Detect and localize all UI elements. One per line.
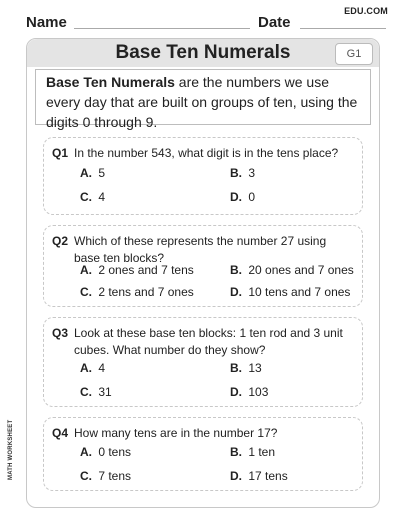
answer-option-a[interactable]: [80, 263, 194, 277]
option-letter: C.: [80, 469, 92, 483]
brand-logo: EDU.COM: [344, 6, 388, 16]
option-text: 4: [98, 361, 106, 375]
option-text: 0: [248, 190, 256, 204]
name-field[interactable]: [74, 28, 250, 29]
answer-option-d[interactable]: [230, 190, 255, 204]
option-letter: D.: [230, 190, 242, 204]
side-label: MATH WORKSHEET: [8, 419, 14, 480]
date-field[interactable]: [300, 28, 386, 29]
answer-option-d[interactable]: [230, 469, 288, 483]
answer-option-d[interactable]: [230, 385, 268, 399]
option-text: 3: [248, 166, 256, 180]
option-letter: C.: [80, 385, 92, 399]
option-text: 1 ten: [248, 445, 276, 459]
option-letter: C.: [80, 285, 92, 299]
answer-option-c[interactable]: [80, 285, 194, 299]
question-number: Q4: [52, 426, 69, 440]
option-text: 103: [248, 385, 269, 399]
option-text: 2 ones and 7 tens: [98, 263, 194, 277]
answer-option-c[interactable]: [80, 469, 131, 483]
option-letter: B.: [230, 263, 242, 277]
option-letter: A.: [80, 445, 92, 459]
answer-option-a[interactable]: [80, 361, 105, 375]
option-text: 31: [98, 385, 112, 399]
option-text: 20 ones and 7 ones: [248, 263, 354, 277]
intro-box: [35, 69, 371, 130]
option-text: 0 tens: [98, 445, 132, 459]
option-letter: A.: [80, 361, 92, 375]
question-text: Which of these represents the number 27 using base ten blocks?: [74, 234, 327, 265]
option-letter: B.: [230, 445, 242, 459]
option-text: 4: [98, 190, 106, 204]
answer-option-a[interactable]: [80, 445, 131, 459]
option-text: 7 tens: [98, 469, 132, 483]
option-text: 5: [98, 166, 106, 180]
date-label: Date: [258, 14, 291, 31]
option-text: 10 tens and 7 ones: [248, 285, 351, 299]
option-letter: D.: [230, 385, 242, 399]
answer-option-c[interactable]: [80, 385, 112, 399]
question-text: How many tens are in the number 17?: [74, 426, 278, 440]
question-card: [43, 417, 363, 491]
question-number: Q3: [52, 326, 69, 340]
option-letter: A.: [80, 166, 92, 180]
intro-text: are the numbers we use every day that are built on groups of ten, using the digits 0 through 9.: [46, 74, 358, 130]
title-band: [27, 39, 379, 67]
option-letter: D.: [230, 469, 242, 483]
option-letter: C.: [80, 190, 92, 204]
option-letter: B.: [230, 361, 242, 375]
answer-option-a[interactable]: [80, 166, 105, 180]
question-number: Q2: [52, 234, 69, 248]
grade-badge: G1: [335, 43, 373, 65]
question-text: Look at these base ten blocks: 1 ten rod and 3 unit cubes. What number do they show?: [74, 326, 343, 357]
answer-option-b[interactable]: [230, 263, 354, 277]
question-card: [43, 137, 363, 215]
answer-option-d[interactable]: [230, 285, 350, 299]
option-letter: B.: [230, 166, 242, 180]
name-label: Name: [26, 14, 67, 31]
option-text: 2 tens and 7 ones: [98, 285, 194, 299]
intro-term: Base Ten Numerals: [46, 74, 175, 90]
worksheet-header: [0, 0, 400, 40]
question-card: [43, 317, 363, 407]
worksheet-card: [26, 38, 380, 508]
option-letter: A.: [80, 263, 92, 277]
option-text: 17 tens: [248, 469, 288, 483]
answer-option-b[interactable]: [230, 166, 255, 180]
question-number: Q1: [52, 146, 69, 160]
question-card: [43, 225, 363, 307]
question-text: In the number 543, what digit is in the tens place?: [74, 146, 339, 160]
option-text: 13: [248, 361, 262, 375]
answer-option-b[interactable]: [230, 445, 275, 459]
page-title: Base Ten Numerals: [115, 42, 291, 63]
option-letter: D.: [230, 285, 242, 299]
answer-option-c[interactable]: [80, 190, 105, 204]
answer-option-b[interactable]: [230, 361, 262, 375]
